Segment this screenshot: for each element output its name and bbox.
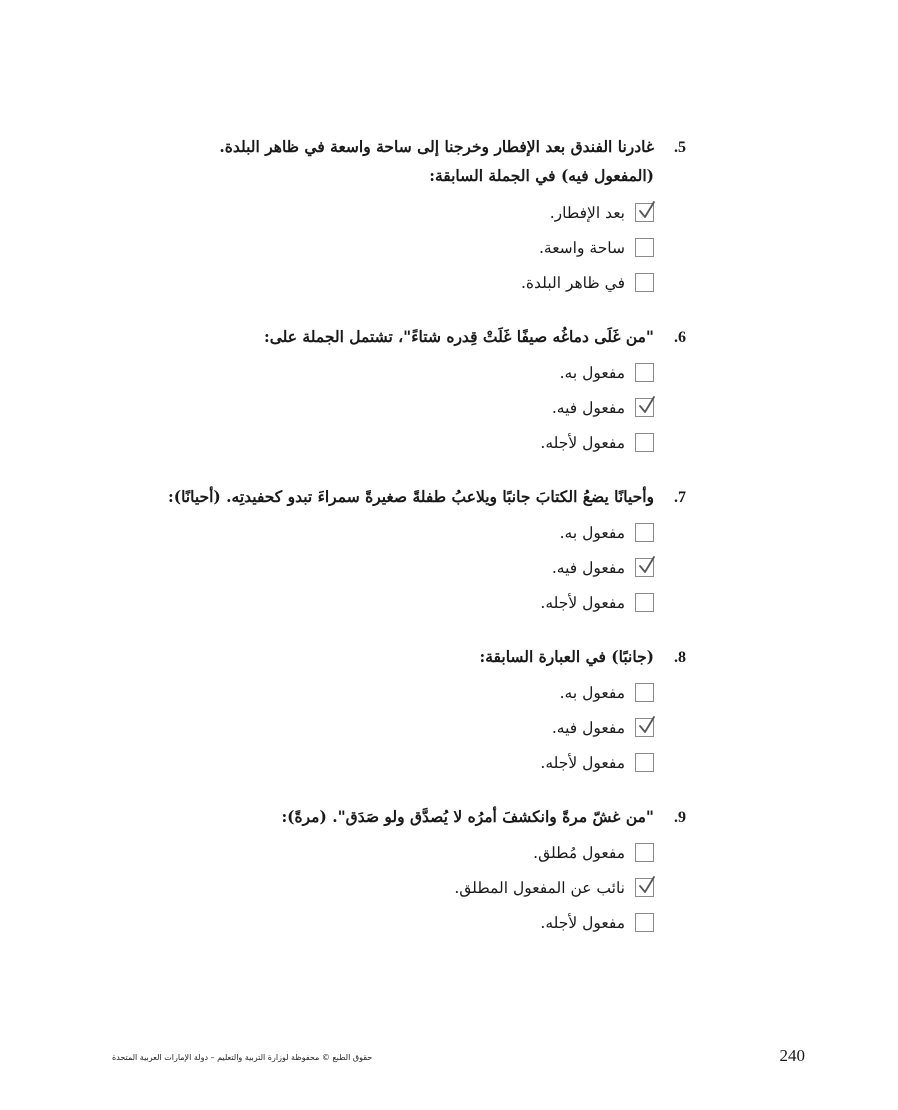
checkbox[interactable] [635,238,654,257]
answer-option[interactable] [66,425,654,460]
checkbox[interactable] [635,593,654,612]
checkmark-icon [637,395,657,417]
question-9-header [66,804,686,831]
options-list [66,835,686,940]
checkbox[interactable] [635,523,654,542]
option-label: مفعول به. [559,523,625,542]
option-label: في ظاهر البلدة. [521,273,625,292]
option-label: مفعول لأجله. [540,593,625,612]
answer-option[interactable] [66,195,654,230]
answer-option[interactable] [66,390,654,425]
option-label: مفعول لأجله. [540,433,625,452]
option-label: مفعول مُطلق. [533,843,625,862]
checkbox[interactable] [635,683,654,702]
question-7 [66,484,686,620]
checkbox[interactable] [635,433,654,452]
checkbox[interactable] [635,753,654,772]
question-8-header [66,644,686,671]
checkmark-icon [637,200,657,222]
question-text: غادرنا الفندق بعد الإفطار وخرجنا إلى ساحة واسعة في ظاهر البلدة. [219,137,654,156]
question-6 [66,324,686,460]
option-label: مفعول فيه. [551,718,625,737]
page-number: 240 [779,1046,805,1065]
answer-option[interactable] [66,265,654,300]
answer-option[interactable] [66,355,654,390]
options-list [66,675,686,780]
options-list [66,355,686,460]
question-number: 9. [674,809,686,826]
answer-option[interactable] [66,515,654,550]
question-9 [66,804,686,940]
question-5-header [66,134,686,161]
checkbox[interactable] [635,398,654,417]
option-label: مفعول لأجله. [540,753,625,772]
question-number: 8. [674,649,686,666]
question-8 [66,644,686,780]
checkmark-icon [637,715,657,737]
option-label: مفعول به. [559,683,625,702]
answer-option[interactable] [66,745,654,780]
answer-option[interactable] [66,870,654,905]
option-label: مفعول فيه. [551,558,625,577]
checkbox[interactable] [635,718,654,737]
option-label: مفعول فيه. [551,398,625,417]
checkbox[interactable] [635,363,654,382]
checkbox[interactable] [635,273,654,292]
checkmark-icon [637,555,657,577]
option-label: ساحة واسعة. [538,238,625,257]
question-text: "من غشّ مرةً وانكشفَ أمرُه لا يُصدَّق ولو صَدَق". (مرةً): [281,807,654,826]
option-label: مفعول لأجله. [540,913,625,932]
answer-option[interactable] [66,835,654,870]
answer-option[interactable] [66,230,654,265]
options-list [66,515,686,620]
question-text: وأحيانًا يضعُ الكتابَ جانبًا ويلاعبُ طفلةً صغيرةً سمراءَ تبدو كحفيدتِه. (أحيانًا): [168,487,654,506]
question-7-header [66,484,686,511]
question-5 [66,134,686,300]
questions-list [66,134,686,964]
option-label: نائب عن المفعول المطلق. [454,878,625,897]
question-number: 6. [674,329,686,346]
options-list [66,195,686,300]
checkmark-icon [637,875,657,897]
question-number: 7. [674,489,686,506]
question-6-header [66,324,686,351]
answer-option[interactable] [66,585,654,620]
answer-option[interactable] [66,675,654,710]
checkbox[interactable] [635,878,654,897]
answer-option[interactable] [66,550,654,585]
question-text: (جانبًا) في العبارة السابقة: [479,647,654,666]
copyright-notice: حقوق الطبع © محفوظة لوزارة التربية والتعليم – دولة الإمارات العربية المتحدة [112,1053,373,1062]
answer-option[interactable] [66,710,654,745]
question-text: "من غَلَى دماغُه صيفًا غَلَتْ قِدره شتاءً"، تشتمل الجملة على: [264,327,654,346]
answer-option[interactable] [66,905,654,940]
option-label: مفعول به. [559,363,625,382]
checkbox[interactable] [635,843,654,862]
question-subtext: (المفعول فيه) في الجملة السابقة: [429,166,654,185]
option-label: بعد الإفطار. [549,203,625,222]
question-number: 5. [674,139,686,156]
checkbox[interactable] [635,558,654,577]
checkbox[interactable] [635,913,654,932]
checkbox[interactable] [635,203,654,222]
